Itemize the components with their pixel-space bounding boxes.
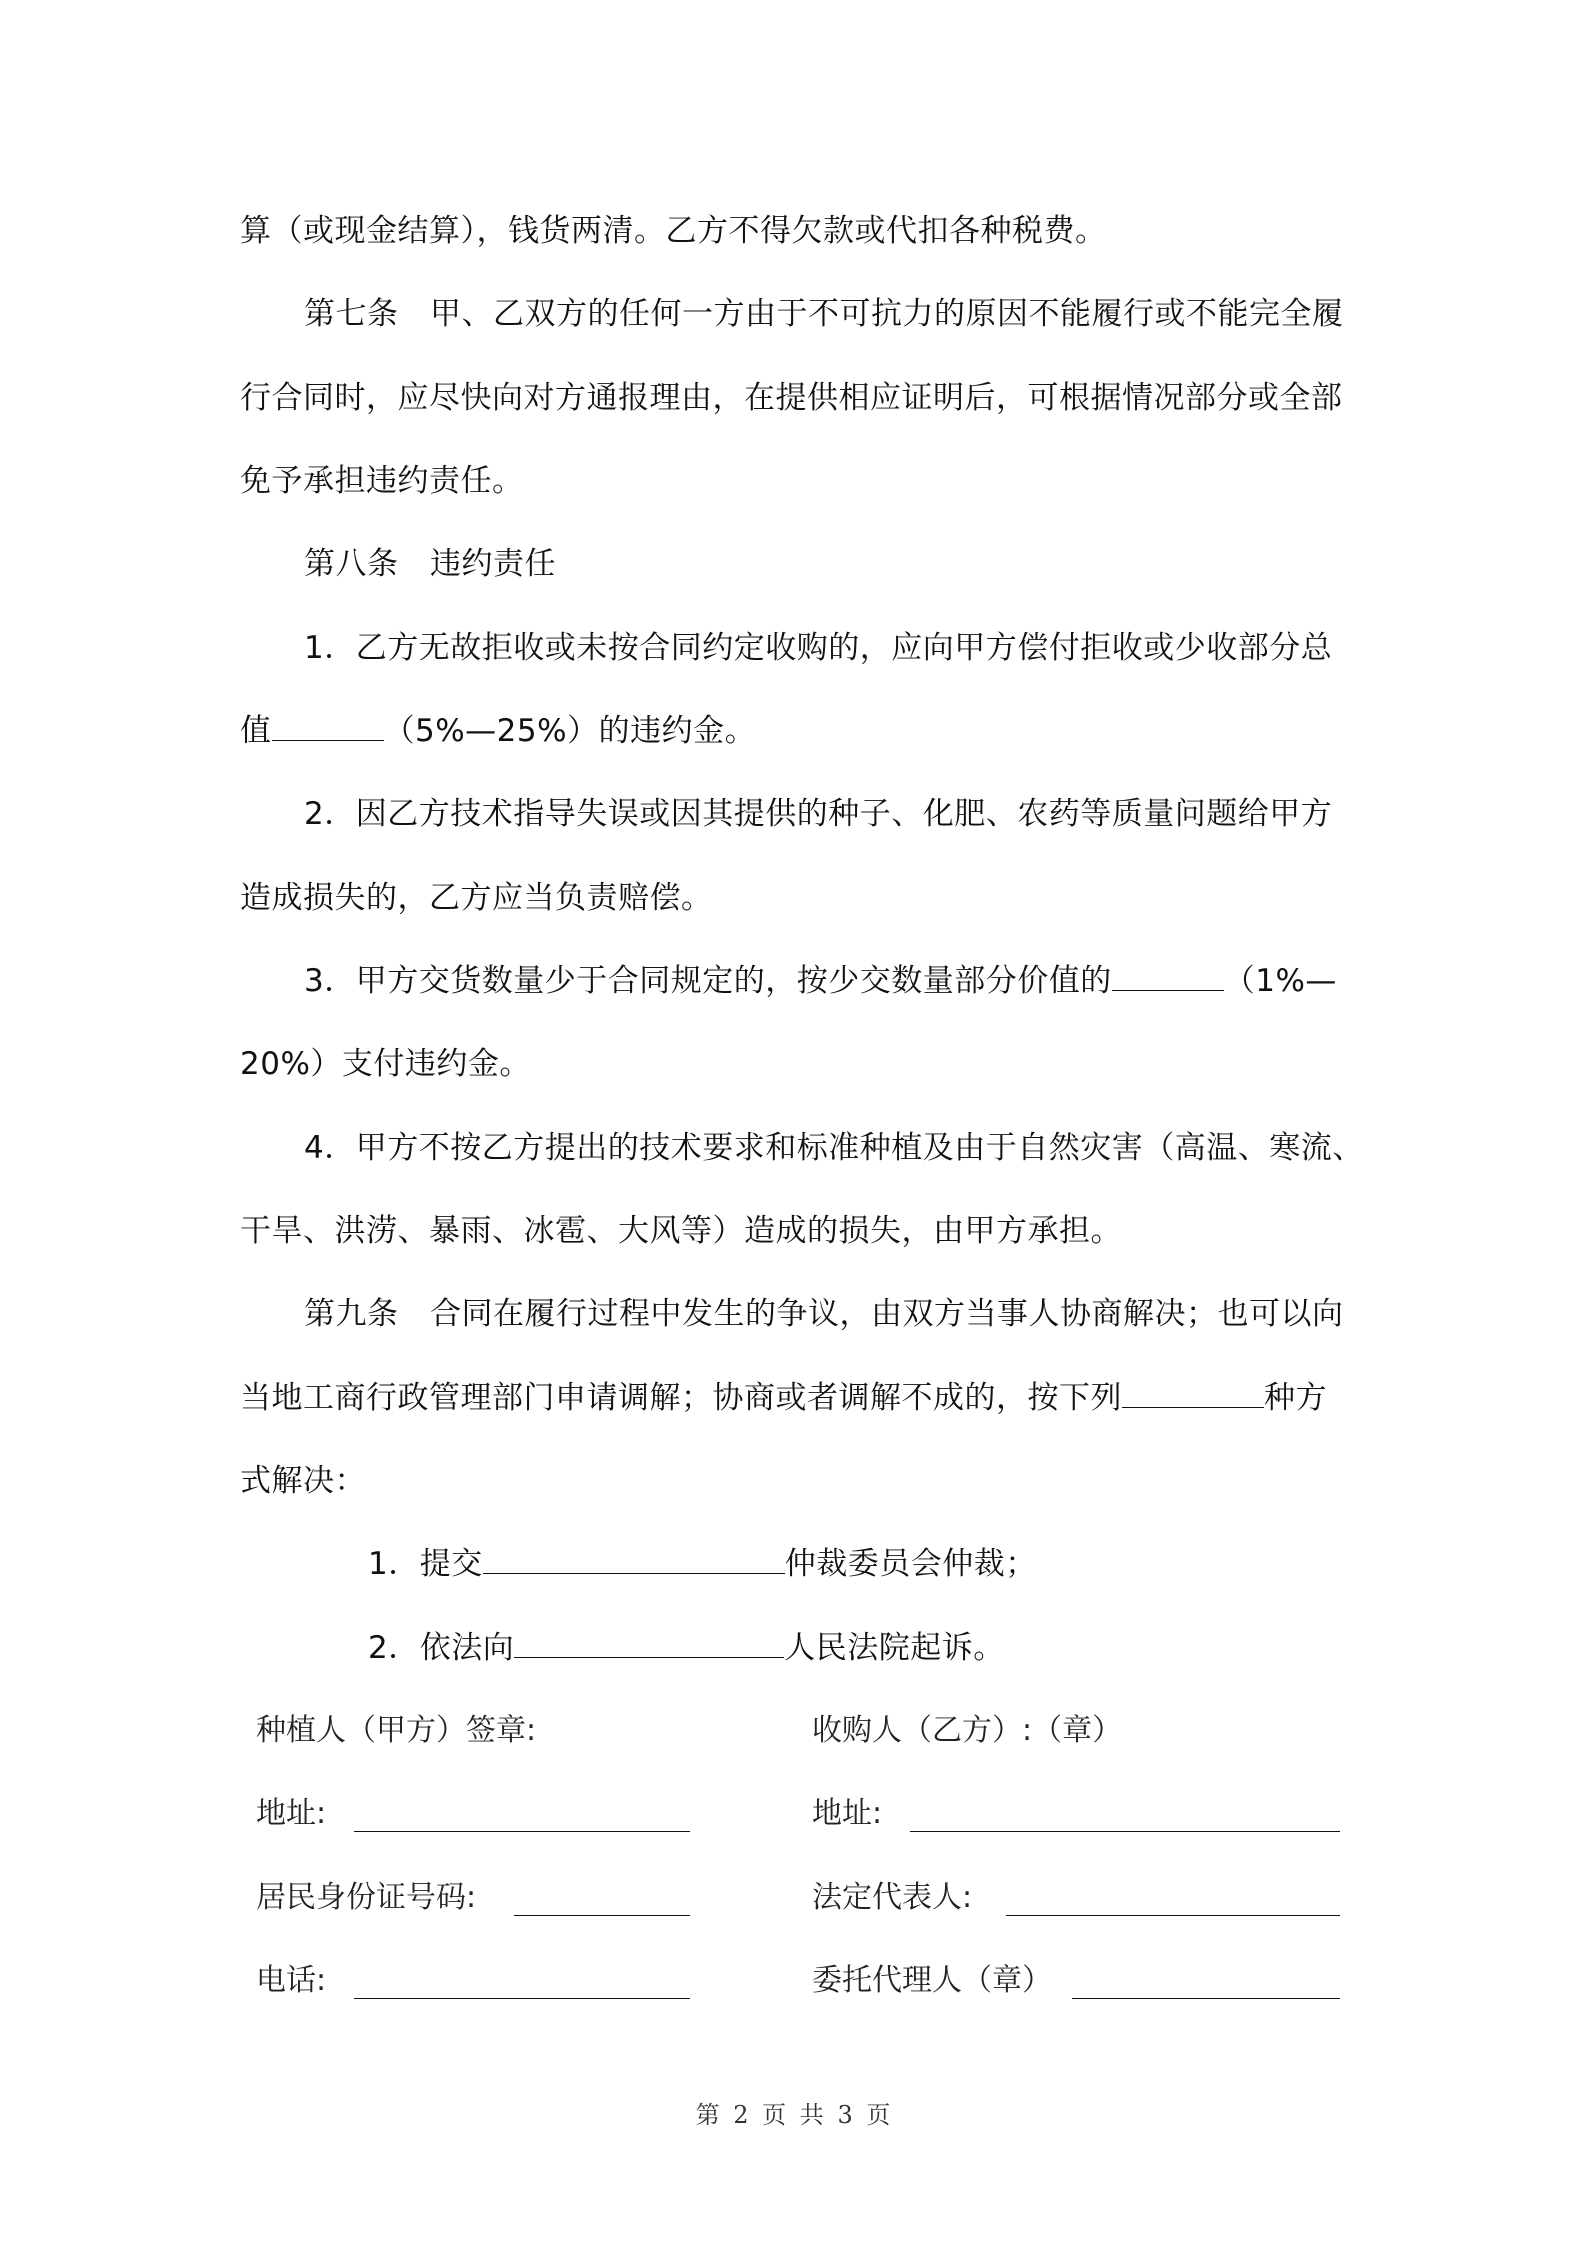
party-b-address-label: 地址: — [812, 1796, 883, 1831]
option-2-text-a: 2．依法向 — [368, 1630, 515, 1666]
clause-2-line-1: 2．因乙方技术指导失误或因其提供的种子、化肥、农药等质量问题给甲方 — [304, 796, 1333, 832]
party-a-id-field — [514, 1915, 690, 1916]
clause-4-line-2: 干旱、洪涝、暴雨、冰雹、大风等）造成的损失，由甲方承担。 — [240, 1213, 1122, 1249]
party-b-agent-field — [1072, 1998, 1340, 1999]
party-a-title: 种植人（甲方）签章: — [256, 1713, 537, 1748]
article-9-text-a: 当地工商行政管理部门申请调解；协商或者调解不成的，按下列 — [240, 1380, 1122, 1416]
clause-3-text-a: 3．甲方交货数量少于合同规定的，按少交数量部分价值的 — [304, 963, 1112, 999]
article-7-line-2: 行合同时，应尽快向对方通报理由，在提供相应证明后，可根据情况部分或全部 — [240, 380, 1343, 416]
option-1-text-b: 仲裁委员会仲裁； — [784, 1546, 1037, 1582]
clause-1-text-b: （5%—25%）的违约金。 — [383, 713, 757, 749]
clause-2-line-2: 造成损失的，乙方应当负责赔偿。 — [240, 880, 713, 916]
article-9-line-1: 第九条 合同在履行过程中发生的争议，由双方当事人协商解决；也可以向 — [304, 1296, 1344, 1332]
article-9-line-3: 式解决： — [240, 1463, 366, 1499]
party-b-legal-rep-field — [1006, 1915, 1340, 1916]
article-9-text-b: 种方 — [1264, 1380, 1327, 1416]
article-7-line-1: 第七条 甲、乙双方的任何一方由于不可抗力的原因不能履行或不能完全履 — [304, 296, 1344, 332]
clause-1-text-a: 值 — [240, 713, 272, 749]
page-number: 第 2 页 共 3 页 — [695, 2101, 891, 2129]
party-b-title: 收购人（乙方）:（章） — [812, 1713, 1123, 1748]
blank-arbitration-committee — [483, 1543, 785, 1574]
option-2-text-b: 人民法院起诉。 — [784, 1630, 1005, 1666]
blank-penalty-rate-2 — [1112, 960, 1224, 991]
clause-4-line-1: 4．甲方不按乙方提出的技术要求和标准种植及由于自然灾害（高温、寒流、 — [304, 1130, 1364, 1166]
option-1-text-a: 1．提交 — [368, 1546, 483, 1582]
blank-penalty-rate-1 — [272, 710, 384, 741]
article-9-line-2 — [240, 1377, 1327, 1419]
paragraph-line: 算（或现金结算），钱货两清。乙方不得欠款或代扣各种税费。 — [240, 213, 1107, 249]
clause-3-text-b: （1%— — [1223, 963, 1337, 999]
clause-3-line-2: 20%）支付违约金。 — [240, 1046, 531, 1082]
party-b-agent-label: 委托代理人（章） — [812, 1963, 1052, 1998]
party-a-phone-field — [354, 1998, 690, 1999]
clause-3-line-1 — [304, 960, 1337, 1002]
option-2-line — [368, 1627, 1005, 1669]
party-a-phone-label: 电话: — [256, 1963, 327, 1998]
option-1-line — [368, 1543, 1037, 1585]
clause-1-line-1: 1．乙方无故拒收或未按合同约定收购的，应向甲方偿付拒收或少收部分总 — [304, 630, 1333, 666]
party-a-address-field — [354, 1831, 690, 1832]
party-b-legal-rep-label: 法定代表人: — [812, 1880, 973, 1915]
clause-1-line-2 — [240, 710, 756, 752]
party-a-id-label: 居民身份证号码: — [256, 1880, 477, 1915]
article-8-heading: 第八条 违约责任 — [304, 546, 556, 582]
party-a-address-label: 地址: — [256, 1796, 327, 1831]
blank-dispute-method — [1122, 1377, 1264, 1408]
blank-court — [514, 1627, 784, 1658]
article-7-line-3: 免予承担违约责任。 — [240, 463, 524, 499]
party-b-address-field — [910, 1831, 1340, 1832]
